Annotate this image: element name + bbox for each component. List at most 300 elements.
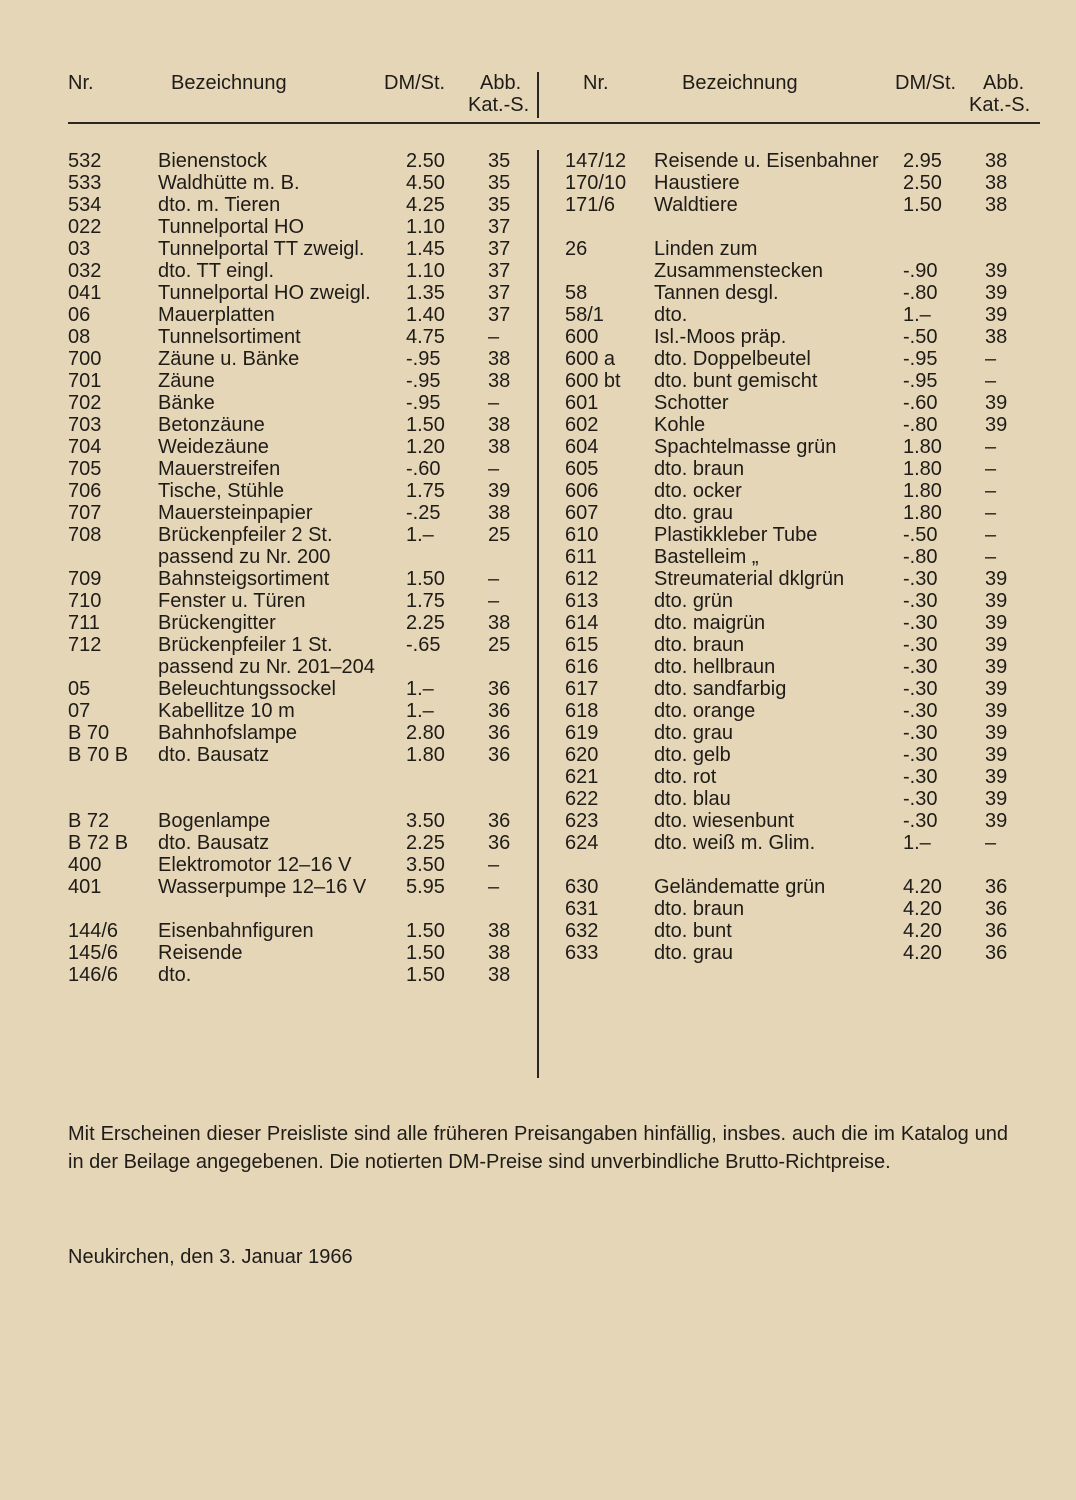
item-number: 170/10 <box>565 172 627 194</box>
item-catalog-page: 39 <box>985 634 1008 656</box>
item-number: 612 <box>565 568 599 590</box>
item-number: 58/1 <box>565 304 604 326</box>
item-catalog-page: – <box>985 546 997 568</box>
item-catalog-page: 39 <box>985 282 1008 304</box>
table-row <box>565 766 1040 788</box>
item-number: 600 <box>565 326 599 348</box>
item-number: 705 <box>68 458 102 480</box>
item-price: -.95 <box>406 370 441 392</box>
item-price: 2.50 <box>406 150 445 172</box>
item-catalog-page: 39 <box>985 414 1008 436</box>
table-row <box>68 502 538 524</box>
item-catalog-page: 39 <box>985 722 1008 744</box>
item-price: -.65 <box>406 634 441 656</box>
item-catalog-page: 35 <box>488 172 511 194</box>
item-number: 614 <box>565 612 599 634</box>
header-bezeichnung: Bezeichnung <box>171 72 287 94</box>
row-spacer <box>565 854 1040 876</box>
item-price: 1.75 <box>406 590 445 612</box>
item-price: 1.50 <box>406 414 445 436</box>
item-catalog-page: 36 <box>985 920 1008 942</box>
date-line: Neukirchen, den 3. Januar 1966 <box>68 1246 353 1268</box>
item-description: Spachtelmasse grün <box>654 436 837 458</box>
table-row <box>68 678 538 700</box>
item-number: 706 <box>68 480 102 502</box>
item-catalog-page: 37 <box>488 238 511 260</box>
right-table <box>565 150 1040 964</box>
item-price: 2.95 <box>903 150 942 172</box>
item-description: dto. Doppelbeutel <box>654 348 811 370</box>
item-price: -.30 <box>903 590 938 612</box>
table-row <box>565 458 1040 480</box>
item-price: -.30 <box>903 722 938 744</box>
item-catalog-page: 36 <box>488 700 511 722</box>
item-number: 401 <box>68 876 102 898</box>
item-number: 708 <box>68 524 102 546</box>
item-catalog-page: 36 <box>488 678 511 700</box>
item-price: 1.50 <box>406 920 445 942</box>
item-price: -.30 <box>903 612 938 634</box>
table-row <box>565 502 1040 524</box>
item-price: 1.75 <box>406 480 445 502</box>
item-catalog-page: 38 <box>985 150 1008 172</box>
row-spacer <box>68 898 538 920</box>
header-kat-s: Kat.-S. <box>468 94 530 116</box>
item-description: Haustiere <box>654 172 740 194</box>
table-row <box>565 898 1040 920</box>
item-catalog-page: 39 <box>488 480 511 502</box>
table-row <box>565 700 1040 722</box>
item-description: Kohle <box>654 414 706 436</box>
item-number: 621 <box>565 766 599 788</box>
item-price: 1.– <box>406 700 434 722</box>
item-price: -.30 <box>903 634 938 656</box>
item-price: 1.80 <box>903 458 942 480</box>
item-catalog-page: 25 <box>488 524 511 546</box>
item-number: 534 <box>68 194 102 216</box>
item-number: 700 <box>68 348 102 370</box>
table-row <box>68 414 538 436</box>
item-price: -.95 <box>406 392 441 414</box>
item-catalog-page: 37 <box>488 304 511 326</box>
item-description: Bahnsteigsortiment <box>158 568 330 590</box>
item-catalog-page: – <box>488 326 500 348</box>
item-number: 704 <box>68 436 102 458</box>
item-number: 630 <box>565 876 599 898</box>
item-number: 06 <box>68 304 91 326</box>
table-row <box>68 634 538 656</box>
item-catalog-page: – <box>488 458 500 480</box>
table-row <box>565 348 1040 370</box>
item-price: 1.– <box>406 524 434 546</box>
table-row <box>68 524 538 546</box>
item-catalog-page: – <box>488 392 500 414</box>
item-number: B 72 <box>68 810 110 832</box>
item-description: Waldhütte m. B. <box>158 172 300 194</box>
table-row <box>68 260 538 282</box>
item-price: -.80 <box>903 546 938 568</box>
table-row <box>565 612 1040 634</box>
item-description: Bogenlampe <box>158 810 271 832</box>
item-price: 1.80 <box>903 502 942 524</box>
table-row <box>565 832 1040 854</box>
item-number: 604 <box>565 436 599 458</box>
item-catalog-page: 39 <box>985 568 1008 590</box>
item-number: 711 <box>68 612 100 634</box>
table-row <box>68 150 538 172</box>
item-price: 4.50 <box>406 172 445 194</box>
item-catalog-page: 39 <box>985 612 1008 634</box>
item-price: 4.20 <box>903 942 942 964</box>
item-number: 08 <box>68 326 91 348</box>
item-number: 605 <box>565 458 599 480</box>
item-description: dto. grau <box>654 722 733 744</box>
item-price: 4.75 <box>406 326 445 348</box>
item-price: -.90 <box>903 260 938 282</box>
table-row <box>68 568 538 590</box>
left-header <box>68 68 538 114</box>
header-nr: Nr. <box>68 72 94 94</box>
table-row <box>68 172 538 194</box>
item-price: 1.50 <box>406 942 445 964</box>
item-number: 05 <box>68 678 91 700</box>
item-catalog-page: – <box>985 436 997 458</box>
table-row <box>68 612 538 634</box>
item-price: 4.20 <box>903 920 942 942</box>
table-row <box>68 194 538 216</box>
item-number: 533 <box>68 172 102 194</box>
item-price: 1.35 <box>406 282 445 304</box>
item-catalog-page: 39 <box>985 766 1008 788</box>
item-description: Tunnelportal HO zweigl. <box>158 282 371 304</box>
item-description: Zäune <box>158 370 215 392</box>
item-description: Brückengitter <box>158 612 276 634</box>
item-price: 2.50 <box>903 172 942 194</box>
item-description: dto. braun <box>654 458 745 480</box>
item-catalog-page: 38 <box>985 326 1008 348</box>
item-description: dto. braun <box>654 898 745 920</box>
item-description: passend zu Nr. 200 <box>158 546 331 568</box>
item-price: 1.– <box>406 678 434 700</box>
item-number: 615 <box>565 634 599 656</box>
item-description: Beleuchtungssockel <box>158 678 336 700</box>
item-catalog-page: – <box>985 502 997 524</box>
table-row <box>68 392 538 414</box>
table-row <box>68 722 538 744</box>
table-row <box>68 238 538 260</box>
table-row <box>565 590 1040 612</box>
item-catalog-page: 36 <box>488 722 511 744</box>
item-catalog-page: 39 <box>985 392 1008 414</box>
item-price: 1.– <box>903 304 931 326</box>
item-price: 1.50 <box>406 964 445 986</box>
table-row <box>68 590 538 612</box>
item-description: dto. orange <box>654 700 756 722</box>
item-number: 633 <box>565 942 599 964</box>
table-row <box>68 326 538 348</box>
item-number: 58 <box>565 282 588 304</box>
header-kat-s: Kat.-S. <box>969 94 1031 116</box>
item-price: 1.45 <box>406 238 445 260</box>
item-price: -.30 <box>903 568 938 590</box>
item-number: 702 <box>68 392 102 414</box>
header-abb: Abb. <box>983 72 1025 94</box>
item-catalog-page: 38 <box>985 172 1008 194</box>
table-row <box>68 458 538 480</box>
item-catalog-page: – <box>985 348 997 370</box>
table-row <box>68 942 538 964</box>
item-description: dto. bunt <box>654 920 732 942</box>
item-number: 618 <box>565 700 599 722</box>
item-number: 147/12 <box>565 150 627 172</box>
item-catalog-page: 39 <box>985 304 1008 326</box>
item-number: 710 <box>68 590 102 612</box>
item-description: Linden zum <box>654 238 758 260</box>
item-catalog-page: – <box>488 854 500 876</box>
table-row <box>68 304 538 326</box>
table-row <box>565 370 1040 392</box>
item-catalog-page: – <box>488 876 500 898</box>
item-catalog-page: 38 <box>488 436 511 458</box>
item-number: B 70 B <box>68 744 129 766</box>
item-description: Tunnelsortiment <box>158 326 301 348</box>
notice-text: Mit Erscheinen dieser Preisliste sind alle früheren Preisangaben hinfällig, insbes. auch die im Katalog und in der Beilage angegebenen. Die notierten DM-Preise sind unverbindliche Brutto-Richtpreise. <box>68 1123 1008 1173</box>
table-row <box>565 414 1040 436</box>
item-description: Fenster u. Türen <box>158 590 306 612</box>
item-number: 623 <box>565 810 599 832</box>
item-price: 4.25 <box>406 194 445 216</box>
item-catalog-page: 36 <box>985 876 1008 898</box>
item-catalog-page: 36 <box>488 810 511 832</box>
header-dm-st: DM/St. <box>895 72 957 94</box>
table-row <box>68 436 538 458</box>
item-number: 146/6 <box>68 964 119 986</box>
left-column <box>68 68 538 986</box>
item-catalog-page: 35 <box>488 194 511 216</box>
item-number: 620 <box>565 744 599 766</box>
item-catalog-page: 38 <box>488 370 511 392</box>
item-description: dto. grau <box>654 942 733 964</box>
item-number: 032 <box>68 260 102 282</box>
item-catalog-page: 36 <box>488 744 511 766</box>
item-description: passend zu Nr. 201–204 <box>158 656 375 678</box>
item-number: 701 <box>68 370 102 392</box>
table-row <box>565 172 1040 194</box>
table-row <box>565 260 1040 282</box>
table-row <box>68 964 538 986</box>
item-number: B 70 <box>68 722 110 744</box>
item-catalog-page: 37 <box>488 216 511 238</box>
header-nr: Nr. <box>583 72 609 94</box>
item-catalog-page: 35 <box>488 150 511 172</box>
item-number: 611 <box>565 546 597 568</box>
item-number: 632 <box>565 920 599 942</box>
item-number: 601 <box>565 392 599 414</box>
item-description: Bastelleim „ <box>654 546 759 568</box>
item-number: 26 <box>565 238 588 260</box>
item-catalog-page: 39 <box>985 260 1008 282</box>
item-description: dto. ocker <box>654 480 742 502</box>
table-row <box>68 282 538 304</box>
table-row <box>565 722 1040 744</box>
item-description: Brückenpfeiler 2 St. <box>158 524 333 546</box>
item-catalog-page: – <box>985 458 997 480</box>
item-price: 1.10 <box>406 216 445 238</box>
table-row <box>565 942 1040 964</box>
table-row <box>68 876 538 898</box>
item-price: 4.20 <box>903 876 942 898</box>
table-row <box>68 546 538 568</box>
item-description: dto. blau <box>654 788 731 810</box>
item-number: 532 <box>68 150 102 172</box>
item-price: -.25 <box>406 502 441 524</box>
item-price: -.50 <box>903 524 938 546</box>
item-catalog-page: 25 <box>488 634 511 656</box>
item-description: Reisende u. Eisenbahner <box>654 150 879 172</box>
item-catalog-page: 38 <box>488 942 511 964</box>
item-price: 2.80 <box>406 722 445 744</box>
item-number: 610 <box>565 524 599 546</box>
item-number: 171/6 <box>565 194 616 216</box>
item-price: 1.50 <box>903 194 942 216</box>
table-row <box>565 238 1040 260</box>
header-rule <box>68 122 1040 124</box>
item-number: 022 <box>68 216 102 238</box>
item-number: 07 <box>68 700 91 722</box>
item-description: dto. rot <box>654 766 717 788</box>
item-number: 624 <box>565 832 599 854</box>
item-description: Weidezäune <box>158 436 269 458</box>
item-catalog-page: 39 <box>985 788 1008 810</box>
item-number: B 72 B <box>68 832 129 854</box>
table-row <box>565 920 1040 942</box>
table-row <box>68 854 538 876</box>
item-description: dto. grau <box>654 502 733 524</box>
table-row <box>68 700 538 722</box>
right-header <box>565 68 1040 114</box>
header-dm-st: DM/St. <box>384 72 446 94</box>
item-description: dto. <box>654 304 688 326</box>
item-catalog-page: 36 <box>488 832 511 854</box>
item-description: Tunnelportal HO <box>158 216 304 238</box>
item-description: Zäune u. Bänke <box>158 348 300 370</box>
table-row <box>565 744 1040 766</box>
item-catalog-page: – <box>985 480 997 502</box>
item-number: 617 <box>565 678 599 700</box>
table-row <box>565 678 1040 700</box>
item-catalog-page: 39 <box>985 810 1008 832</box>
item-description: dto. maigrün <box>654 612 766 634</box>
item-catalog-page: – <box>488 568 500 590</box>
item-price: -.30 <box>903 788 938 810</box>
item-number: 707 <box>68 502 102 524</box>
item-catalog-page: 37 <box>488 260 511 282</box>
item-price: -.30 <box>903 744 938 766</box>
item-price: 1.50 <box>406 568 445 590</box>
item-catalog-page: 38 <box>488 964 511 986</box>
item-description: Isl.-Moos präp. <box>654 326 787 348</box>
table-row <box>565 326 1040 348</box>
table-row <box>565 546 1040 568</box>
row-spacer <box>68 766 538 810</box>
item-price: -.30 <box>903 700 938 722</box>
item-catalog-page: 39 <box>985 744 1008 766</box>
item-description: dto. TT eingl. <box>158 260 274 282</box>
item-price: -.95 <box>406 348 441 370</box>
item-description: Kabellitze 10 m <box>158 700 295 722</box>
right-column <box>565 68 1040 964</box>
table-row <box>565 876 1040 898</box>
item-number: 607 <box>565 502 599 524</box>
item-price: 1.10 <box>406 260 445 282</box>
item-price: 1.80 <box>903 436 942 458</box>
item-price: 1.80 <box>903 480 942 502</box>
item-price: 1.40 <box>406 304 445 326</box>
table-row <box>68 920 538 942</box>
table-row <box>565 304 1040 326</box>
item-catalog-page: 39 <box>985 590 1008 612</box>
item-description: Schotter <box>654 392 729 414</box>
table-row <box>68 216 538 238</box>
item-price: 3.50 <box>406 810 445 832</box>
item-catalog-page: – <box>985 524 997 546</box>
table-row <box>565 524 1040 546</box>
table-row <box>565 392 1040 414</box>
item-number: 703 <box>68 414 102 436</box>
item-price: 4.20 <box>903 898 942 920</box>
item-number: 600 bt <box>565 370 621 392</box>
item-catalog-page: 39 <box>985 656 1008 678</box>
table-row <box>565 480 1040 502</box>
item-number: 622 <box>565 788 599 810</box>
table-row <box>565 656 1040 678</box>
item-description: Eisenbahnfiguren <box>158 920 314 942</box>
item-catalog-page: – <box>488 590 500 612</box>
item-price: 1.20 <box>406 436 445 458</box>
table-row <box>68 480 538 502</box>
item-description: dto. <box>158 964 192 986</box>
item-description: dto. Bausatz <box>158 832 270 854</box>
item-catalog-page: 39 <box>985 700 1008 722</box>
item-catalog-page: 38 <box>488 414 511 436</box>
table-row <box>68 370 538 392</box>
table-row <box>68 348 538 370</box>
item-catalog-page: 38 <box>488 920 511 942</box>
item-description: Waldtiere <box>654 194 738 216</box>
item-description: Tunnelportal TT zweigl. <box>158 238 365 260</box>
table-row <box>565 810 1040 832</box>
table-row <box>565 282 1040 304</box>
item-description: Reisende <box>158 942 243 964</box>
item-description: Zusammenstecken <box>654 260 823 282</box>
item-price: 3.50 <box>406 854 445 876</box>
item-number: 600 a <box>565 348 616 370</box>
item-number: 400 <box>68 854 102 876</box>
item-number: 712 <box>68 634 102 656</box>
item-description: dto. gelb <box>654 744 731 766</box>
item-catalog-page: 38 <box>488 348 511 370</box>
item-description: dto. braun <box>654 634 745 656</box>
item-description: dto. bunt gemischt <box>654 370 818 392</box>
item-price: -.30 <box>903 810 938 832</box>
item-price: -.80 <box>903 414 938 436</box>
item-number: 144/6 <box>68 920 119 942</box>
item-price: 2.25 <box>406 832 445 854</box>
item-description: Streumaterial dklgrün <box>654 568 845 590</box>
item-description: Brückenpfeiler 1 St. <box>158 634 333 656</box>
item-description: Mauersteinpapier <box>158 502 313 524</box>
item-description: Bahnhofslampe <box>158 722 297 744</box>
